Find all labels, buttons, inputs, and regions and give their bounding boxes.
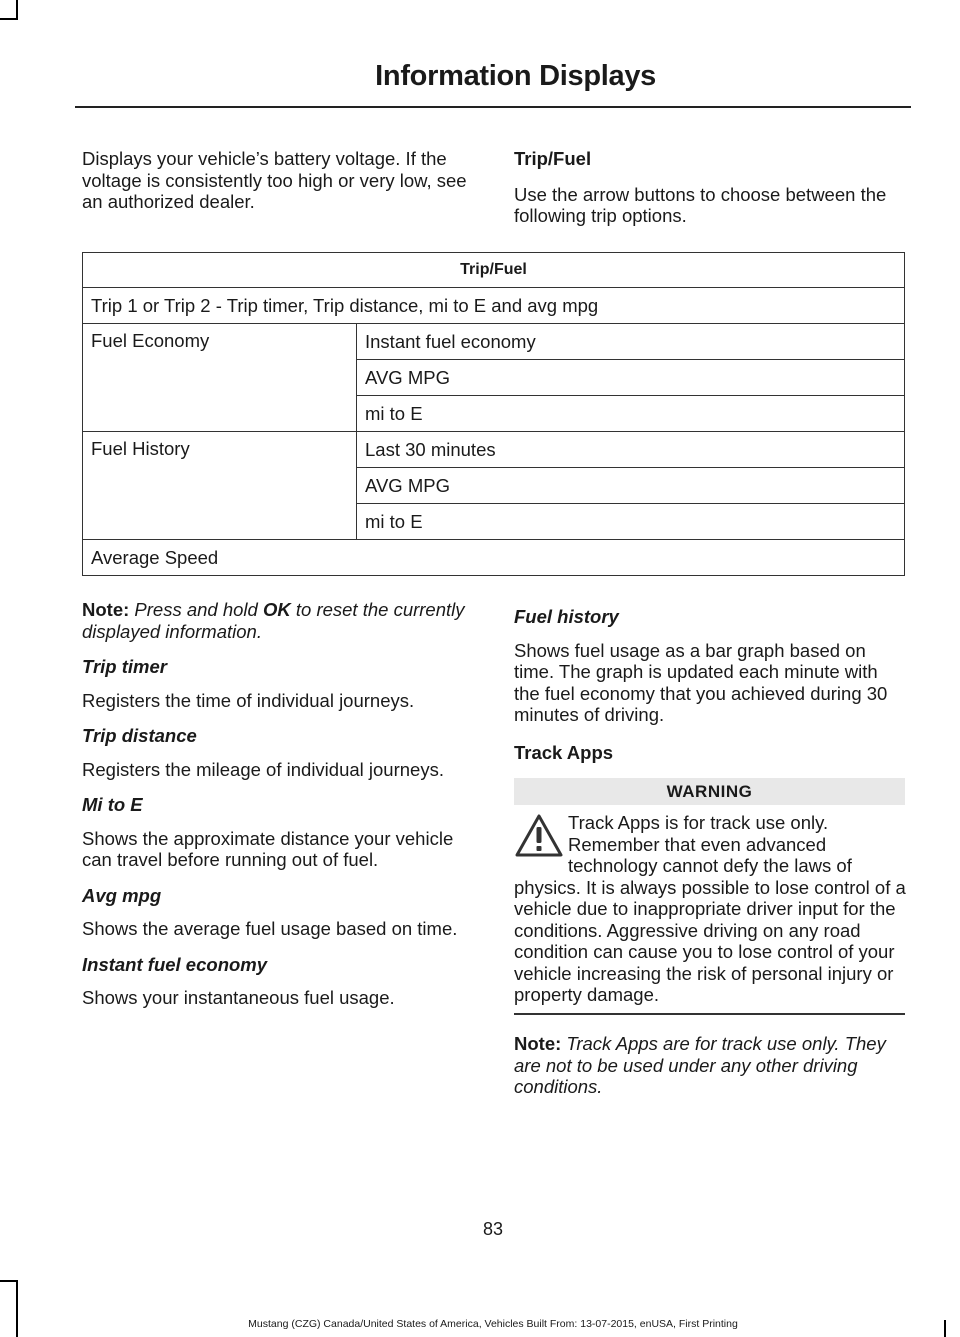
table-cell: AVG MPG bbox=[357, 468, 905, 504]
table-title: Trip/Fuel bbox=[83, 253, 905, 288]
table-row-average-speed: Average Speed bbox=[83, 540, 905, 576]
warning-text: Track Apps is for track use only. Remember that even advanced technology cannot defy the laws of physics. It is always possible to lose control of a vehicle due to inappropriate driver input for the conditions. Aggressive driving on any road condition can cause you to lose control of your vehicle increasing the risk of personal injury or property damage. bbox=[514, 812, 906, 1005]
section-text: Shows your instantaneous fuel usage. bbox=[82, 987, 395, 1008]
table-label-fuel-economy: Fuel Economy bbox=[83, 324, 357, 432]
track-note bbox=[514, 1033, 907, 1098]
table-cell: Instant fuel economy bbox=[357, 324, 905, 360]
right-column bbox=[514, 606, 907, 775]
crop-mark-tl-v bbox=[16, 0, 18, 20]
section-heading: Trip distance bbox=[82, 725, 197, 746]
note-label: Note: bbox=[82, 599, 130, 620]
table-row-trip: Trip 1 or Trip 2 - Trip timer, Trip distance, mi to E and avg mpg bbox=[83, 288, 905, 324]
table-cell: Last 30 minutes bbox=[357, 432, 905, 468]
header-divider bbox=[75, 106, 911, 108]
trip-fuel-text: Use the arrow buttons to choose between the following trip options. bbox=[514, 183, 887, 226]
note-text-1: Press and hold bbox=[129, 599, 263, 620]
section-heading: Mi to E bbox=[82, 794, 143, 815]
warning-header: WARNING bbox=[514, 778, 905, 805]
table-label-fuel-history: Fuel History bbox=[83, 432, 357, 540]
section-heading: Trip timer bbox=[82, 656, 167, 677]
note-label: Note: bbox=[514, 1033, 562, 1054]
page-title: Information Displays bbox=[375, 60, 656, 92]
section-text: Registers the mileage of individual journeys. bbox=[82, 758, 444, 780]
battery-text: Displays your vehicle’s battery voltage. If the voltage is consistently too high or very low, see an authorized dealer. bbox=[82, 148, 467, 212]
section-text: Shows the approximate distance your vehicle can travel before running out of fuel. bbox=[82, 827, 454, 870]
fuel-history-text: Shows fuel usage as a bar graph based on time. The graph is updated each minute with the fuel economy that you achieved during 30 minutes of driving. bbox=[514, 639, 888, 725]
section-text: Shows the average fuel usage based on time. bbox=[82, 918, 458, 939]
trip-fuel-table bbox=[82, 252, 905, 576]
reset-note bbox=[82, 599, 472, 642]
fuel-history-heading: Fuel history bbox=[514, 606, 619, 627]
track-apps-heading: Track Apps bbox=[514, 741, 614, 763]
warning-divider bbox=[514, 1013, 905, 1015]
table-cell: AVG MPG bbox=[357, 360, 905, 396]
warning-body bbox=[514, 812, 907, 1006]
crop-mark-tl-h bbox=[0, 18, 18, 20]
note-ok: OK bbox=[262, 599, 291, 620]
footer-text: Mustang (CZG) Canada/United States of America, Vehicles Built From: 13-07-2015, enUSA, First Printing bbox=[248, 1318, 738, 1330]
section-heading: Avg mpg bbox=[82, 884, 162, 906]
table-cell: mi to E bbox=[357, 504, 905, 540]
note-text-2: to reset the currently displayed information. bbox=[82, 599, 465, 642]
page-number: 83 bbox=[482, 1219, 504, 1239]
trip-fuel-intro bbox=[514, 148, 909, 239]
crop-mark-bl-h bbox=[0, 1280, 18, 1282]
table-cell: mi to E bbox=[357, 396, 905, 432]
section-text: Registers the time of individual journeys. bbox=[82, 689, 415, 711]
left-column bbox=[82, 599, 472, 1021]
note-text: Track Apps are for track use only. They are not to be used under any other driving conditions. bbox=[514, 1033, 886, 1097]
section-heading: Instant fuel economy bbox=[82, 953, 268, 975]
warning-triangle-icon bbox=[514, 813, 564, 859]
track-apps-note bbox=[514, 1033, 907, 1110]
trip-fuel-heading: Trip/Fuel bbox=[514, 148, 592, 169]
battery-section bbox=[82, 148, 477, 225]
